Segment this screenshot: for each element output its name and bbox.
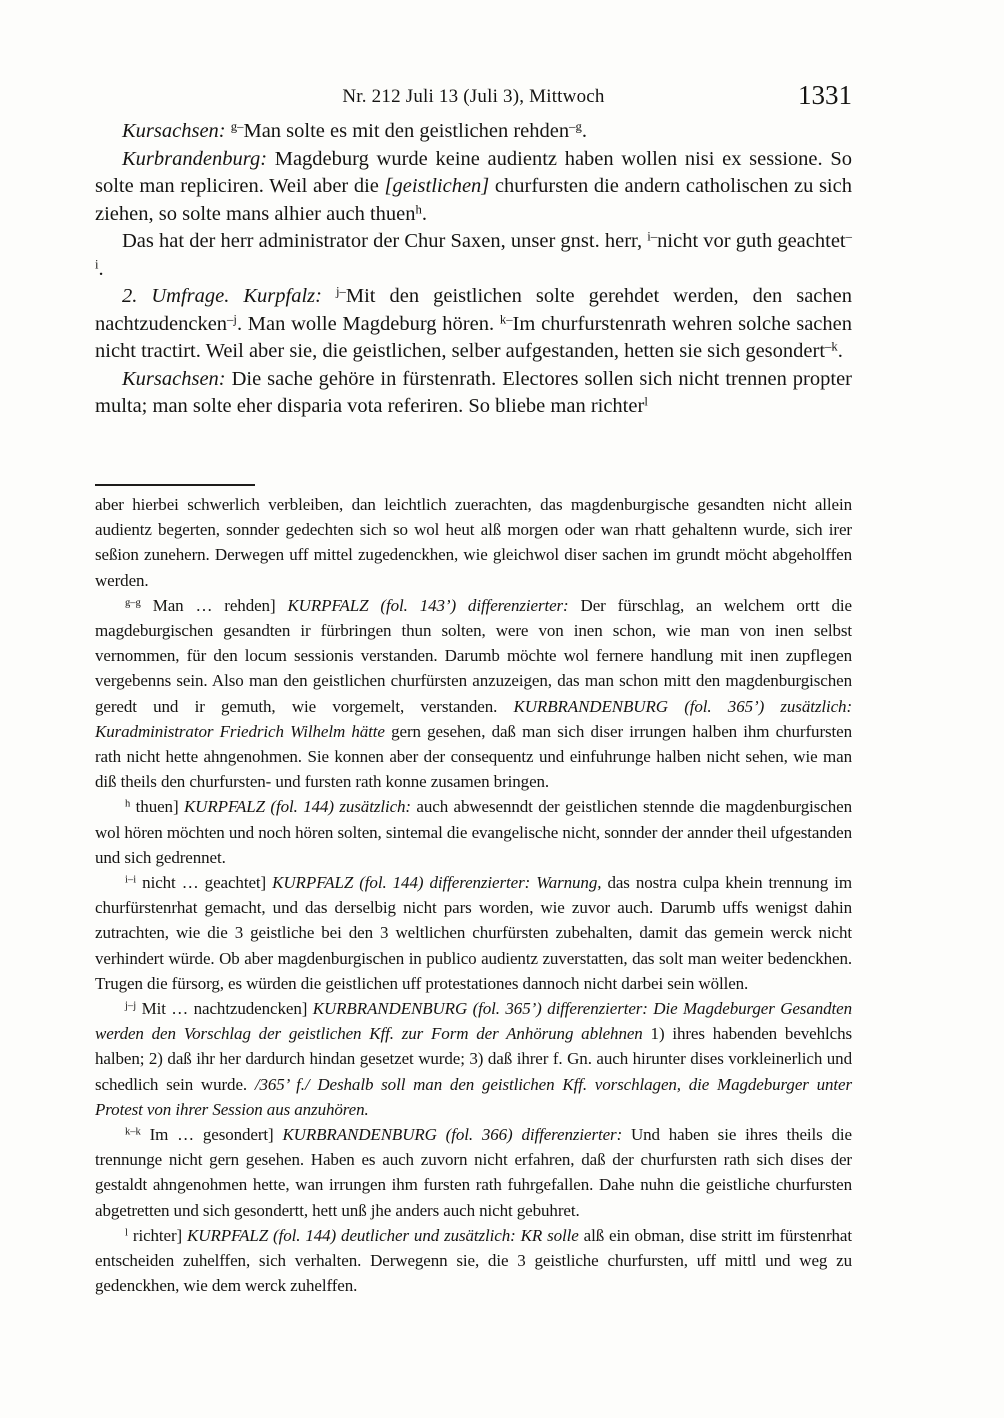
paragraph-administrator — [95, 228, 852, 283]
text-segment: KURBRANDENBURG (fol. 366) differenzierter: — [282, 1125, 623, 1145]
text-segment: auch abwesenndt der geistlichen stennde die magdenburgischen wol hören möchten und noch hören solten, sintemal die evangelische nicht, sonnder der annder theil ufgestanden und sich gedrennet. — [95, 797, 852, 867]
text-segment: Man solte es mit den geistlichen rehden — [243, 120, 570, 142]
text-segment: . Man wolle Magdeburg hören. — [236, 312, 500, 335]
footnote-marker: –j — [227, 311, 237, 326]
text-segment: KURBRANDENBURG (fol. 365’) zusätzlich: Kuradministrator Friedrich Wilhelm hätte — [95, 696, 853, 741]
footnote-continuation — [95, 492, 852, 593]
text-segment: Kursachsen: — [122, 120, 231, 142]
footnote-marker: –k — [825, 339, 838, 354]
footnote-marker: l — [125, 1227, 128, 1239]
footnote-marker: k–k — [125, 1126, 141, 1138]
footnote-h — [95, 794, 852, 870]
text-segment: churfursten die andern catholischen zu sich ziehen, so solte mans alhier auch thuen — [95, 175, 852, 225]
text-segment: 2. Umfrage. Kurpfalz: — [122, 285, 336, 307]
page-number: 1331 — [798, 80, 852, 110]
footnote-i — [95, 870, 852, 996]
footnote-l — [95, 1223, 852, 1299]
text-segment: das nostra culpa khein trennung im churfürstenrhat gemacht, und das derselbig nicht pars worden, wie zuvor auch. Darumb uffs wenigst dahin zutrachten, wie die 3 geistliche bei den 3 weltlichen churfürsten zubehalten, damit das gemein werck nicht verhindert würde. Ob aber magdenburgischen in publico audientz zuverstatten, das solt man weiter bedenckhen. Trugen die fürsorg, es würden die geistlichen uff protestationes dannoch nicht darbei sein wöllen. — [95, 873, 852, 993]
paragraph-kursachsen-1 — [95, 118, 852, 146]
footnote-marker: g– — [230, 119, 244, 134]
text-segment: . — [837, 340, 843, 362]
text-segment: Magdeburg wurde keine audientz haben wollen nisi ex sessione. So solte man repliciren. Weil aber die — [95, 147, 852, 197]
footnote-j — [95, 996, 852, 1122]
text-segment: KURPFALZ (fol. 143’) differenzierter: — [287, 595, 569, 615]
text-segment: Mit … nachtzudencken] — [136, 999, 313, 1019]
text-segment: Der fürschlag, an welchem ortt die magdeburgischen gesandten ir fürbringen thun solten, were von inen schon, wie man von inen selbst vernommen, für den locum sessionis verstanden. Darumb möchte wol fernere handlung mit inen zupflegen vergebenns sein. Also man den geistlichen churfürsten anzuzeigen, das man schon mitt den magdenburgischen geredt und ir gemuth, wie vorgemelt, verstanden. — [95, 595, 852, 716]
paragraph-umfrage-kurpfalz — [95, 283, 852, 366]
paragraph-kursachsen-2 — [95, 366, 852, 421]
text-segment: Mit den geistlichen solte gerehdet werden, den sachen nachtzudencken — [95, 285, 853, 335]
text-segment: . — [421, 202, 427, 225]
footnote-marker: –g — [569, 119, 582, 134]
text-segment: gern gesehen, daß man sich diser irrungen halben ihm churfursten rath nicht hette ahngenohmen. Sie konnen aber der consequentz und einfuhrunge halben nicht sehen, wie man diß theils den churfursten- und fursten rath konne zusamen bringen. — [95, 721, 852, 792]
footnote-marker: j– — [335, 284, 346, 299]
text-segment: Kurbrandenburg: — [122, 147, 275, 170]
footnote-marker: h — [125, 798, 131, 810]
text-segment: nicht … geachtet] — [136, 873, 273, 893]
text-segment: [geistlichen] — [384, 175, 490, 197]
text-segment: . — [581, 120, 587, 142]
main-text-block — [95, 118, 852, 421]
running-head: Nr. 212 Juli 13 (Juli 3), Mittwoch — [342, 86, 605, 107]
text-segment: KURBRANDENBURG (fol. 365’) differenzierter: Die Magdeburger Gesandten werden den Vorschlag der geistlichen Kff. zur Form der Anhörung ablehnen — [95, 999, 852, 1044]
footnote-marker: k– — [499, 311, 513, 326]
text-segment: Die sache gehöre in fürstenrath. Electores sollen sich nicht trennen propter multa; man solte eher disparia vota referiren. So bliebe man richter — [95, 367, 852, 417]
footnote-marker: g–g — [125, 597, 141, 609]
footnote-marker: l — [644, 394, 648, 409]
footnotes-block — [95, 492, 852, 1299]
text-segment: KURPFALZ (fol. 144) differenzierter: Warnung, — [272, 873, 602, 893]
paragraph-kurbrandenburg — [95, 146, 852, 229]
text-segment: /365’ f./ Deshalb soll man den geistlichen Kff. vorschlagen, die Magdeburger unter Protest von ihrer Session aus anzuhören. — [95, 1074, 852, 1119]
text-segment: Im … gesondert] — [140, 1125, 283, 1145]
text-segment: Man … rehden] — [140, 595, 288, 615]
text-segment: alß ein obman, dise stritt im fürstenrhat entscheiden zuhelffen, sich verhalten. Derwegenn sie, die 3 geistliche churfursten, uff mittl und weg zu gedenckhen, wie dem werck zuhelffen. — [95, 1225, 852, 1296]
text-segment: Im churfurstenrath wehren solche sachen nicht tractirt. Weil aber sie, die geistlichen, selber aufgestanden, hetten sie sich gesondert — [95, 312, 852, 362]
text-segment: . — [98, 257, 104, 280]
text-segment: Das hat der herr administrator der Chur Saxen, unser gnst. herr, — [122, 230, 648, 252]
footnote-g — [95, 593, 852, 795]
text-segment: KURPFALZ (fol. 144) zusätzlich: — [183, 797, 411, 817]
text-segment: thuen] — [130, 797, 184, 817]
page-header — [95, 80, 852, 114]
footnote-marker: i–i — [125, 874, 137, 886]
text-segment: 1) ihres habenden bevehlchs halben; 2) daß ihr her dardurch hindan gesetzet wurde; 3) daß ihrer f. Gn. auch hirunter dises vorkleinerlich und schedlich sein wurde. — [95, 1024, 852, 1094]
text-segment: Kursachsen: — [122, 367, 232, 390]
footnote-marker: h — [415, 201, 422, 216]
text-segment: Und haben sie ihres theils die trennunge nicht gern gesehen. Haben es auch zuvorn nicht erfahren, daß der churfursten rath sich dises der gestaldt ahngenohmen hette, wan irrungen ihm fursten rath fuhrgefallen. Dahe nuhn die geistliche churfursten abgetretten und sich gesondertt, hett unß jhe anders auch nicht gebuhret. — [95, 1125, 852, 1220]
footnote-marker: i– — [647, 229, 658, 244]
text-segment: aber hierbei schwerlich verbleiben, dan leichtlich zuerachten, das magdenburgische gesandten nicht allein audientz begerten, sonnder gedechten sich so wol heut alß morgen oder wan rhatt gehaltenn wurde, sich irer seßion zunehern. Derwegen uff mittel zugedenckhen, wie gleichwol diser sachen im grundt möcht abgeholffen werden. — [95, 495, 852, 590]
text-segment: nicht vor guth geachtet — [657, 230, 846, 252]
footnote-k — [95, 1122, 852, 1223]
text-segment: richter] — [127, 1225, 188, 1245]
text-segment: KURPFALZ (fol. 144) deutlicher und zusätzlich: KR solle — [187, 1225, 579, 1245]
footnote-separator-rule — [95, 484, 255, 486]
footnote-marker: j–j — [125, 1000, 137, 1012]
footnote-marker: –i — [95, 229, 852, 271]
